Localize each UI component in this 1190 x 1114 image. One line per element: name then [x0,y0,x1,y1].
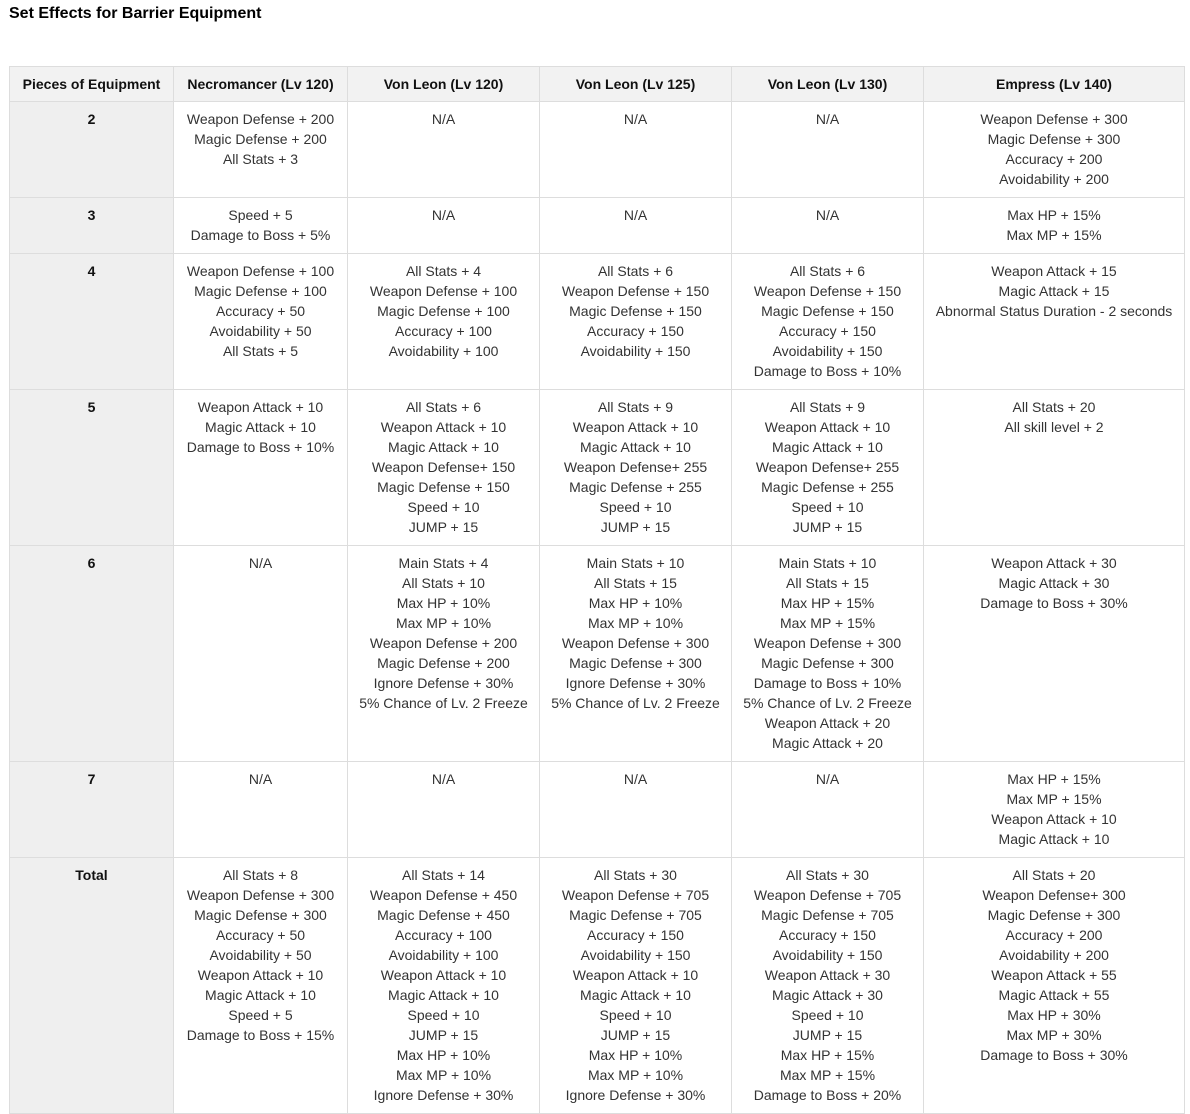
effect-line: All Stats + 30 [786,867,869,883]
effect-line: Speed + 10 [599,1007,672,1023]
effect-line: Accuracy + 150 [779,323,876,339]
effect-line: JUMP + 15 [792,1027,863,1043]
effect-cell-empress-140 [924,546,1185,762]
column-header-necromancer-120: Necromancer (Lv 120) [174,67,348,102]
effect-line: Weapon Attack + 10 [764,419,891,435]
table-row [10,102,1185,198]
effect-line: Max HP + 10% [396,1047,491,1063]
effect-line: Damage to Boss + 30% [980,595,1128,611]
effect-line: Speed + 10 [599,499,672,515]
effect-line: Speed + 10 [791,499,864,515]
effect-line: N/A [248,771,273,787]
row-label: 3 [10,198,174,254]
effect-cell-necromancer-120 [174,546,348,762]
effect-line: Magic Defense + 450 [377,907,510,923]
table-body [10,102,1185,1114]
effect-line: Max HP + 15% [1007,207,1101,223]
column-header-empress-140: Empress (Lv 140) [924,67,1185,102]
effect-line: Magic Defense + 300 [194,907,327,923]
effect-line: All Stats + 4 [405,263,482,279]
effect-cell-von-leon-130 [732,102,924,198]
effect-line: All Stats + 6 [597,263,674,279]
effect-line: Max MP + 10% [395,1067,492,1083]
effect-line: All Stats + 15 [594,575,677,591]
effect-line: Abnormal Status Duration - 2 seconds [935,303,1173,319]
effect-line: All Stats + 20 [1012,399,1096,415]
effect-line: Speed + 10 [407,499,480,515]
table-row [10,546,1185,762]
effect-line: Magic Defense + 200 [194,131,327,147]
effect-line: JUMP + 15 [600,519,671,535]
effect-cell-necromancer-120 [174,102,348,198]
effect-cell-empress-140 [924,102,1185,198]
effect-line: Magic Defense + 300 [569,655,702,671]
effect-cell-von-leon-125 [540,254,732,390]
effect-line: Magic Defense + 300 [987,131,1121,147]
effect-line: Weapon Attack + 20 [764,715,891,731]
effect-line: Weapon Attack + 10 [380,419,507,435]
table-row [10,858,1185,1114]
effect-line: Max HP + 10% [588,1047,683,1063]
effect-line: Accuracy + 150 [587,323,684,339]
effect-line: Speed + 10 [791,1007,864,1023]
effect-line: Damage to Boss + 15% [186,1027,335,1043]
effect-line: Accuracy + 100 [395,927,492,943]
effect-line: Magic Defense + 150 [377,479,510,495]
effect-line: Weapon Attack + 10 [572,967,699,983]
column-header-von-leon-120: Von Leon (Lv 120) [348,67,540,102]
effect-line: Max HP + 15% [780,1047,875,1063]
effect-line: Damage to Boss + 10% [186,439,335,455]
effect-line: Damage to Boss + 10% [753,363,902,379]
effect-line: Weapon Defense+ 300 [982,887,1126,903]
effect-line: Max MP + 15% [779,615,876,631]
effect-line: Max HP + 10% [396,595,491,611]
effect-cell-von-leon-130 [732,858,924,1114]
effect-line: Max HP + 10% [588,595,683,611]
effect-line: All Stats + 6 [405,399,482,415]
effect-line: Main Stats + 10 [586,555,685,571]
effect-line: All Stats + 15 [786,575,869,591]
row-label: 2 [10,102,174,198]
effect-line: 5% Chance of Lv. 2 Freeze [359,695,528,711]
effect-line: Speed + 10 [407,1007,480,1023]
effect-line: Weapon Attack + 10 [197,967,324,983]
effect-cell-von-leon-120 [348,198,540,254]
effect-line: JUMP + 15 [600,1027,671,1043]
effect-line: Accuracy + 200 [1005,927,1103,943]
effect-cell-necromancer-120 [174,858,348,1114]
effect-line: Avoidability + 100 [388,343,499,359]
effect-cell-von-leon-125 [540,198,732,254]
effect-line: Max MP + 10% [395,615,492,631]
effect-line: Magic Attack + 30 [998,575,1110,591]
column-header-von-leon-125: Von Leon (Lv 125) [540,67,732,102]
effect-line: Magic Attack + 10 [580,987,691,1003]
effect-line: Avoidability + 100 [388,947,499,963]
effect-line: N/A [623,771,648,787]
header-row [10,67,1185,102]
effect-line: Weapon Attack + 30 [991,555,1117,571]
set-effects-table [9,66,1185,1114]
effect-cell-necromancer-120 [174,198,348,254]
effect-line: Magic Defense + 150 [761,303,894,319]
effect-line: Weapon Attack + 15 [991,263,1117,279]
effect-line: Accuracy + 50 [215,927,306,943]
effect-line: Main Stats + 10 [778,555,877,571]
effect-line: Magic Defense + 705 [761,907,894,923]
table-row [10,254,1185,390]
effect-line: Damage to Boss + 30% [980,1047,1128,1063]
effect-cell-von-leon-125 [540,102,732,198]
table-row [10,390,1185,546]
effect-line: N/A [431,111,456,127]
effect-line: JUMP + 15 [408,1027,479,1043]
effect-cell-von-leon-130 [732,390,924,546]
effect-cell-von-leon-120 [348,102,540,198]
effect-line: All Stats + 10 [402,575,485,591]
effect-line: 5% Chance of Lv. 2 Freeze [551,695,720,711]
effect-line: Weapon Defense + 450 [369,887,518,903]
row-label: 6 [10,546,174,762]
effect-line: Main Stats + 4 [398,555,489,571]
effect-line: N/A [815,207,840,223]
effect-line: All Stats + 6 [789,263,866,279]
effect-line: Speed + 5 [228,207,293,223]
effect-cell-von-leon-125 [540,858,732,1114]
effect-line: Max MP + 15% [779,1067,876,1083]
effect-line: Magic Defense + 150 [569,303,702,319]
effect-line: Ignore Defense + 30% [565,675,706,691]
effect-line: Weapon Defense + 300 [561,635,710,651]
effect-line: Magic Attack + 10 [205,419,316,435]
effect-line: All Stats + 5 [222,343,299,359]
effect-cell-von-leon-130 [732,254,924,390]
effect-line: 5% Chance of Lv. 2 Freeze [743,695,912,711]
effect-line: Accuracy + 50 [215,303,306,319]
column-header-von-leon-130: Von Leon (Lv 130) [732,67,924,102]
effect-line: Weapon Attack + 10 [380,967,507,983]
effect-cell-empress-140 [924,858,1185,1114]
effect-line: Magic Defense + 100 [377,303,510,319]
effect-line: Weapon Defense + 200 [369,635,518,651]
effect-line: Weapon Defense + 300 [980,111,1128,127]
effect-line: Weapon Defense + 705 [561,887,710,903]
effect-line: N/A [431,207,456,223]
effect-line: Weapon Defense + 200 [186,111,335,127]
effect-line: Weapon Defense + 300 [186,887,335,903]
effect-line: Magic Attack + 30 [772,987,883,1003]
effect-line: Magic Attack + 15 [998,283,1110,299]
effect-line: Magic Attack + 55 [998,987,1110,1003]
effect-cell-empress-140 [924,390,1185,546]
effect-line: Magic Defense + 255 [569,479,702,495]
effect-cell-necromancer-120 [174,762,348,858]
effect-line: Max HP + 30% [1007,1007,1101,1023]
effect-line: Max MP + 30% [1006,1027,1102,1043]
effect-line: Weapon Defense + 100 [186,263,335,279]
effect-line: Magic Defense + 100 [194,283,327,299]
effect-line: Magic Attack + 20 [772,735,883,751]
effect-cell-von-leon-120 [348,762,540,858]
effect-line: JUMP + 15 [408,519,479,535]
effect-line: Magic Defense + 200 [377,655,510,671]
effect-cell-von-leon-120 [348,858,540,1114]
effect-cell-von-leon-120 [348,390,540,546]
effect-line: Weapon Attack + 10 [991,811,1117,827]
effect-line: Accuracy + 100 [395,323,492,339]
effect-line: Avoidability + 150 [772,343,883,359]
effect-line: Max HP + 15% [780,595,875,611]
effect-line: Magic Attack + 10 [772,439,883,455]
effect-cell-necromancer-120 [174,390,348,546]
effect-line: Avoidability + 150 [580,947,691,963]
effect-line: Weapon Defense + 100 [369,283,518,299]
effect-line: Avoidability + 150 [772,947,883,963]
effect-line: Weapon Attack + 10 [197,399,324,415]
page-title: Set Effects for Barrier Equipment [9,5,262,22]
effect-cell-von-leon-125 [540,390,732,546]
effect-cell-empress-140 [924,762,1185,858]
row-label: 4 [10,254,174,390]
effect-line: Magic Attack + 10 [388,987,499,1003]
effect-line: Max MP + 15% [1006,227,1102,243]
effect-line: Max MP + 10% [587,1067,684,1083]
effect-line: Avoidability + 200 [999,171,1109,187]
effect-line: N/A [623,111,648,127]
effect-line: Max MP + 15% [1006,791,1102,807]
effect-line: Accuracy + 150 [779,927,876,943]
effect-line: Weapon Defense+ 255 [563,459,708,475]
effect-cell-empress-140 [924,198,1185,254]
effect-line: All Stats + 9 [789,399,866,415]
effect-line: Damage to Boss + 5% [190,227,331,243]
effect-cell-von-leon-130 [732,546,924,762]
effect-line: Accuracy + 150 [587,927,684,943]
table-row [10,762,1185,858]
effect-line: All Stats + 8 [222,867,299,883]
table-row [10,198,1185,254]
effect-line: Speed + 5 [228,1007,293,1023]
effect-line: N/A [815,771,840,787]
effect-cell-necromancer-120 [174,254,348,390]
effect-line: All Stats + 9 [597,399,674,415]
effect-line: Weapon Attack + 10 [572,419,699,435]
row-label: 7 [10,762,174,858]
effect-line: Ignore Defense + 30% [373,675,514,691]
effect-line: N/A [248,555,273,571]
effect-line: N/A [623,207,648,223]
effect-cell-von-leon-120 [348,546,540,762]
effect-line: Magic Attack + 10 [998,831,1110,847]
effect-cell-von-leon-120 [348,254,540,390]
effect-line: N/A [431,771,456,787]
table-header [10,67,1185,102]
effect-line: Damage to Boss + 10% [753,675,902,691]
effect-line: All Stats + 3 [222,151,299,167]
column-header-pieces: Pieces of Equipment [10,67,174,102]
effect-line: Weapon Defense+ 255 [755,459,900,475]
effect-line: All Stats + 30 [594,867,677,883]
effect-line: All skill level + 2 [1004,419,1104,435]
effect-line: Damage to Boss + 20% [753,1087,902,1103]
effect-line: Weapon Defense+ 150 [371,459,516,475]
effect-line: Max HP + 15% [1007,771,1101,787]
effect-line: Avoidability + 150 [580,343,691,359]
effect-line: Weapon Defense + 705 [753,887,902,903]
effect-cell-von-leon-130 [732,198,924,254]
effect-line: All Stats + 14 [402,867,485,883]
effect-line: Weapon Defense + 300 [753,635,902,651]
effect-cell-von-leon-125 [540,546,732,762]
effect-line: Weapon Defense + 150 [753,283,902,299]
effect-line: Magic Defense + 300 [761,655,894,671]
effect-line: Magic Attack + 10 [205,987,316,1003]
effect-line: Magic Defense + 300 [987,907,1121,923]
effect-line: Avoidability + 50 [209,947,312,963]
effect-line: Max MP + 10% [587,615,684,631]
effect-line: Weapon Attack + 30 [764,967,891,983]
effect-line: Weapon Defense + 150 [561,283,710,299]
effect-line: Ignore Defense + 30% [373,1087,514,1103]
row-label: 5 [10,390,174,546]
effect-cell-von-leon-130 [732,762,924,858]
effect-line: All Stats + 20 [1012,867,1096,883]
effect-line: Avoidability + 200 [999,947,1109,963]
effect-line: N/A [815,111,840,127]
effect-line: Ignore Defense + 30% [565,1087,706,1103]
effect-line: JUMP + 15 [792,519,863,535]
effect-line: Magic Attack + 10 [388,439,499,455]
effect-cell-empress-140 [924,254,1185,390]
effect-line: Magic Attack + 10 [580,439,691,455]
effect-line: Weapon Attack + 55 [991,967,1117,983]
effect-line: Accuracy + 200 [1005,151,1103,167]
effect-line: Magic Defense + 255 [761,479,894,495]
effect-cell-von-leon-125 [540,762,732,858]
effect-line: Avoidability + 50 [209,323,312,339]
row-label: Total [10,858,174,1114]
effect-line: Magic Defense + 705 [569,907,702,923]
